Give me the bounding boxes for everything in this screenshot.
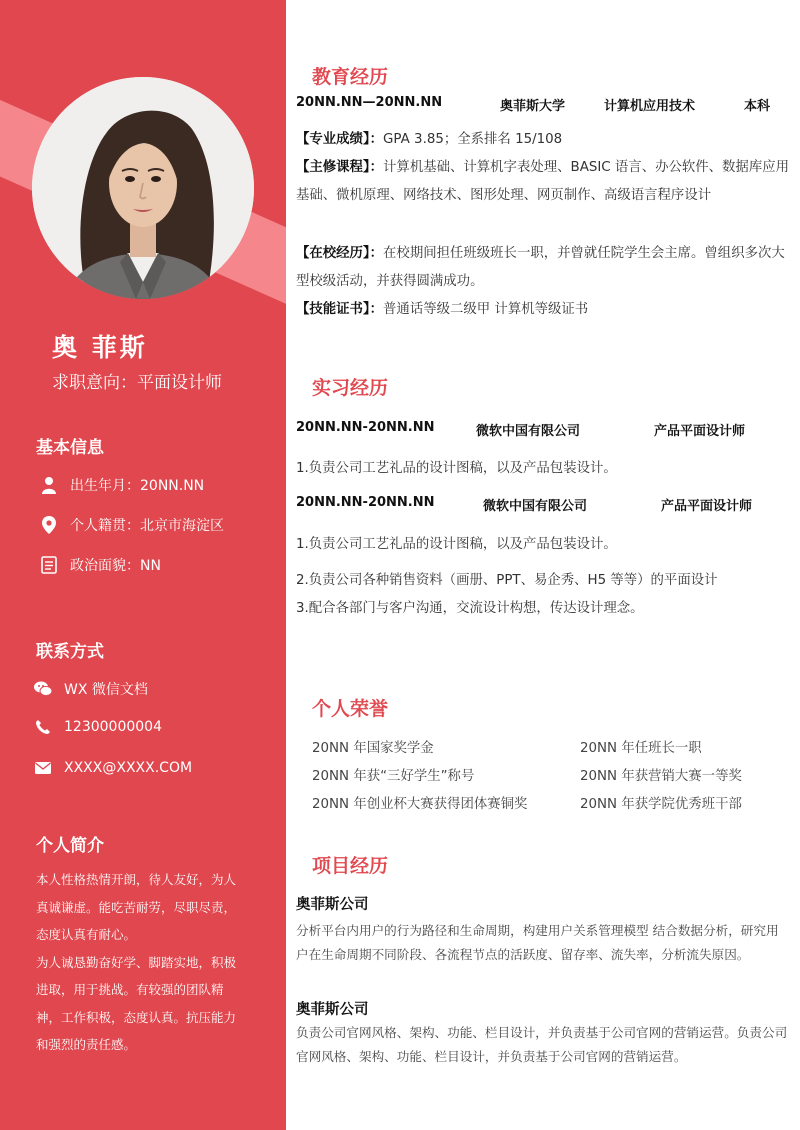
job2-company: 微软中国有限公司 [483,499,588,514]
edu-campus-value: 在校期间担任班级班长一职，并曾就任院学生会主席。曾组织多次大型校级活动，并获得圆满成功。 [296,246,785,289]
main-content [286,0,800,1130]
contact-heading: 联系方式 [36,642,104,662]
edu-cert [296,296,792,324]
birth-text: 出生年月：20NN.NN [70,478,205,494]
project1-desc: 分析平台内用户的行为路径和生命周期，构建用户关系管理模型 结合数据分析，研究用户在生命周期不同阶段、各流程节点的活跃度、留存率、流失率，分析流失原因。 [296,923,779,962]
job2-date: 20NN.NN-20NN.NN [296,495,435,510]
edu-cert-value: 普通话等级二级甲 计算机等级证书 [383,302,589,317]
birth-row [40,475,204,495]
job2-line-2: 2.负责公司各种销售资料（画册、PPT、易企秀、H5 等等）的平面设计 [296,573,718,588]
document-icon [40,556,58,574]
envelope-icon [34,759,52,777]
profile-photo [32,77,254,299]
job1-role: 产品平面设计师 [654,424,746,439]
honors-heading: 个人荣誉 [312,698,389,720]
project2-desc: 负责公司官网风格、架构、功能、栏目设计，并负责基于公司官网的营销运营。负责公司官网风格、架构、功能、栏目设计，并负责基于公司官网的营销运营。 [296,1025,788,1064]
politics-row [40,555,161,575]
edu-cert-label: 【技能证书】： [296,302,384,317]
intro-heading: 个人简介 [36,836,104,856]
edu-degree: 本科 [744,99,771,114]
wechat-icon [34,680,52,698]
origin-row [40,515,224,535]
honor-item: 20NN 年获“三好学生”称号 [312,769,475,784]
project2-title: 奥菲斯公司 [296,1002,369,1018]
edu-score-value: GPA 3.85；全系排名 15/108 [383,132,563,147]
job2-line-3: 3.配合各部门与客户沟通，交流设计构想，传达设计理念。 [296,601,644,616]
phone-text: 12300000004 [64,719,162,735]
email-row [34,759,192,777]
person-icon [40,476,58,494]
edu-courses-label: 【主修课程】： [296,160,384,175]
education-heading: 教育经历 [312,66,389,88]
honor-item: 20NN 年获营销大赛一等奖 [580,769,742,784]
basic-info-heading: 基本信息 [36,438,104,458]
honor-item: 20NN 年国家奖学金 [312,741,434,756]
internship-heading: 实习经历 [312,377,389,399]
edu-courses-value: 计算机基础、计算机字表处理、BASIC 语言、办公软件、数据库应用基础、微机原理、网络技术、图形处理、网页制作、高级语言程序设计 [296,160,789,203]
job-intent: 求职意向：平面设计师 [52,373,222,393]
politics-text: 政治面貌：NN [70,558,161,574]
origin-text: 个人籍贯：北京市海淀区 [70,518,224,534]
job1-line-1: 1.负责公司工艺礼品的设计图稿，以及产品包装设计。 [296,461,617,476]
candidate-name: 奥 菲斯 [52,333,148,362]
job2-role: 产品平面设计师 [661,499,753,514]
edu-campus-label: 【在校经历】： [296,246,384,261]
edu-campus [296,240,792,296]
job2-line-1: 1.负责公司工艺礼品的设计图稿，以及产品包装设计。 [296,537,617,552]
intro-paragraph-2: 为人诚恳勤奋好学、脚踏实地，积极进取，用于挑战。有较强的团队精神，工作积极，态度认真。抗压能力和强烈的责任感。 [36,954,237,1052]
project1-title: 奥菲斯公司 [296,897,369,913]
sidebar [0,0,286,1130]
edu-score-label: 【专业成绩】： [296,132,384,147]
edu-date: 20NN.NN—20NN.NN [296,95,443,110]
email-text: XXXX@XXXX.COM [64,760,193,776]
job1-company: 微软中国有限公司 [476,424,581,439]
wechat-text: WX 微信文档 [64,682,148,698]
edu-school: 奥菲斯大学 [500,99,566,114]
phone-icon [34,718,52,736]
edu-courses [296,154,792,210]
job1-date: 20NN.NN-20NN.NN [296,420,435,435]
edu-score [296,126,792,154]
intro-paragraph-1: 本人性格热情开朗，待人友好，为人真诚谦虚。能吃苦耐劳，尽职尽责，态度认真有耐心。 [36,872,237,942]
honor-item: 20NN 年获学院优秀班干部 [580,797,742,812]
wechat-row [34,679,148,699]
location-pin-icon [40,516,58,534]
honor-item: 20NN 年创业杯大赛获得团体赛铜奖 [312,797,528,812]
intro-text [36,866,248,1059]
honor-item: 20NN 年任班长一职 [580,741,702,756]
phone-row [34,718,162,736]
projects-heading: 项目经历 [312,855,389,877]
edu-major: 计算机应用技术 [604,99,696,114]
